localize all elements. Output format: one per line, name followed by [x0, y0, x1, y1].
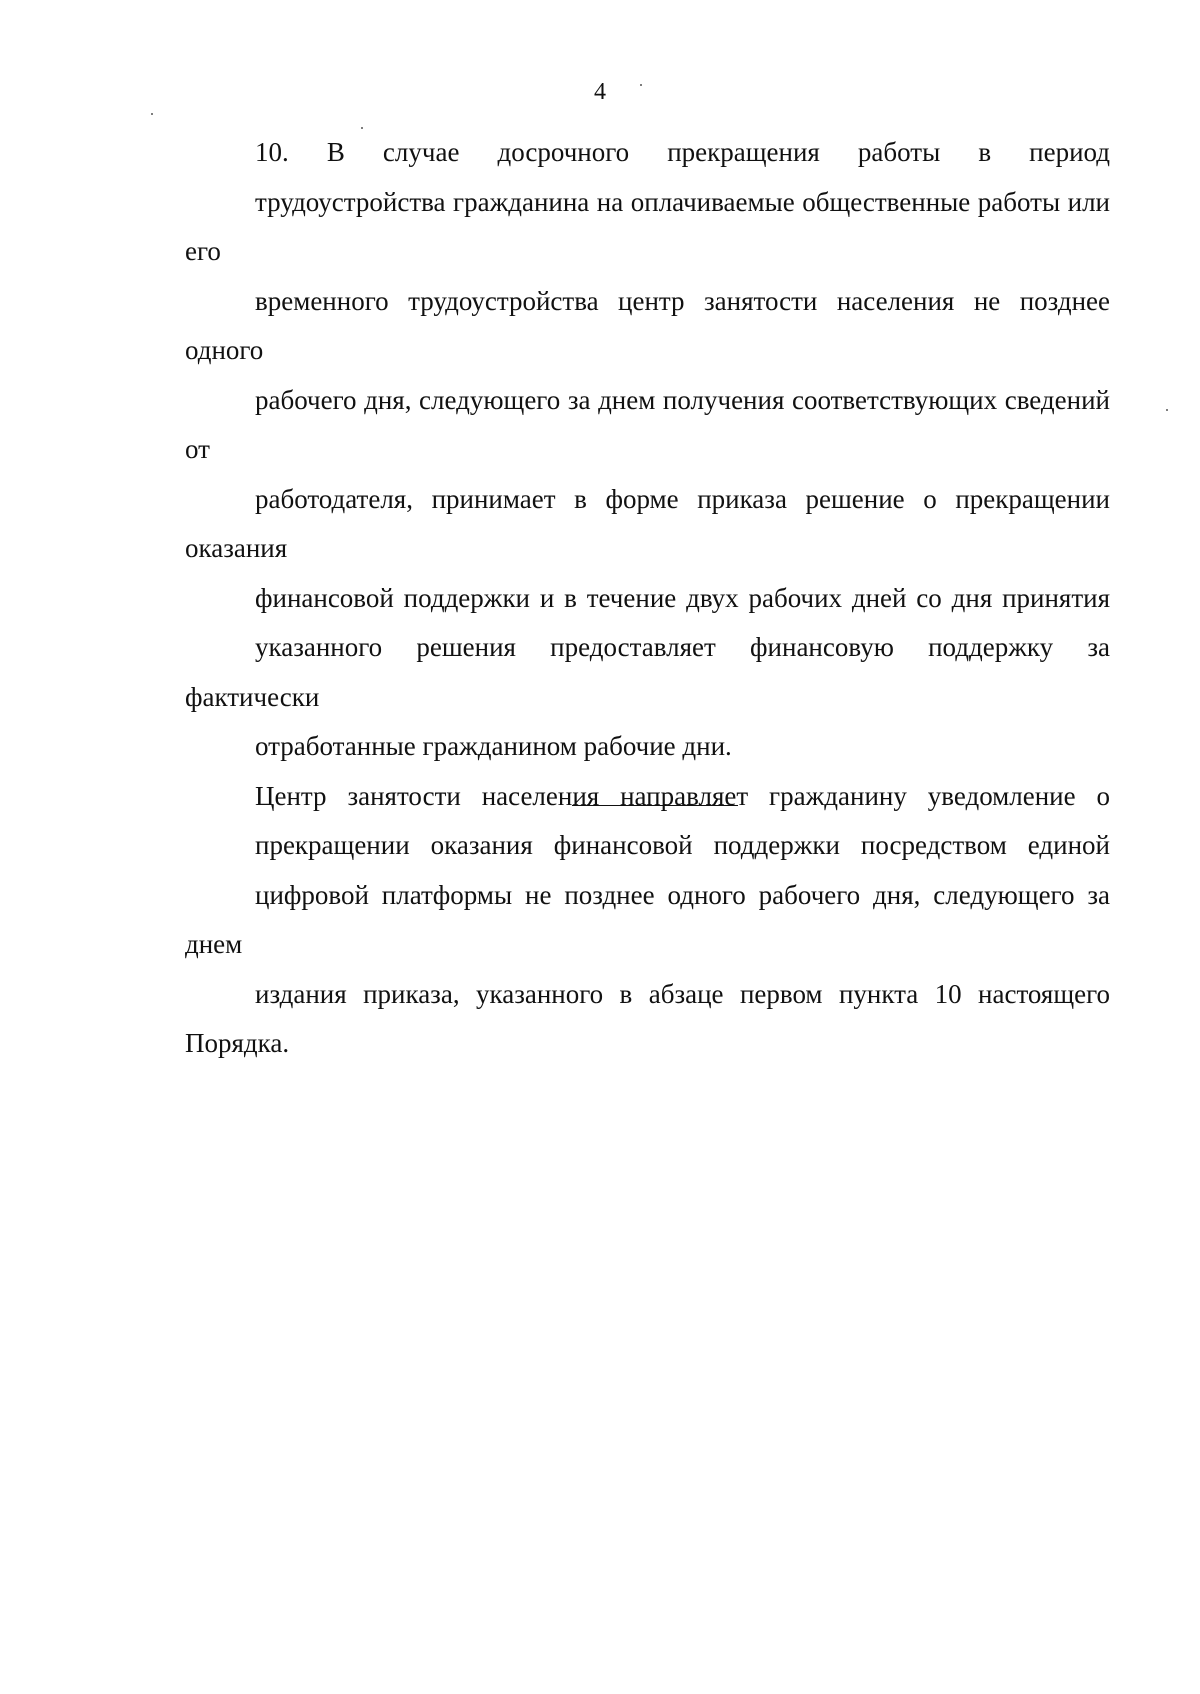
text-line: отработанные гражданином рабочие дни. — [255, 731, 732, 761]
scan-speck — [640, 84, 642, 86]
scan-speck — [1166, 409, 1168, 411]
page-number: 4 — [594, 79, 606, 105]
scan-speck — [361, 127, 363, 129]
text-line: Центр занятости населения направляет гражданину уведомление о — [255, 780, 1110, 811]
document-body — [185, 128, 1110, 1069]
text-line: временного трудоустройства центр занятости населения не позднее одного — [185, 285, 1110, 365]
paragraph-1 — [185, 128, 1110, 772]
text-line: прекращении оказания финансовой поддержки посредством единой — [255, 830, 1110, 860]
end-separator-line — [572, 805, 738, 806]
text-line: трудоустройства гражданина на оплачиваемые общественные работы или его — [185, 186, 1110, 266]
scan-speck — [151, 113, 153, 115]
text-line: работодателя, принимает в форме приказа решение о прекращении оказания — [185, 483, 1110, 563]
text-line: финансовой поддержки и в течение двух рабочих дней со дня принятия — [255, 582, 1110, 613]
paragraph-2 — [185, 772, 1110, 1069]
text-line: рабочего дня, следующего за днем получения соответствующих сведений от — [185, 384, 1110, 464]
text-line: издания приказа, указанного в абзаце первом пункта 10 настоящего Порядка. — [185, 978, 1110, 1058]
text-line: 10. В случае досрочного прекращения работы в период — [255, 137, 1110, 167]
text-line: цифровой платформы не позднее одного рабочего дня, следующего за днем — [185, 879, 1110, 959]
text-line: указанного решения предоставляет финансовую поддержку за фактически — [185, 632, 1110, 712]
